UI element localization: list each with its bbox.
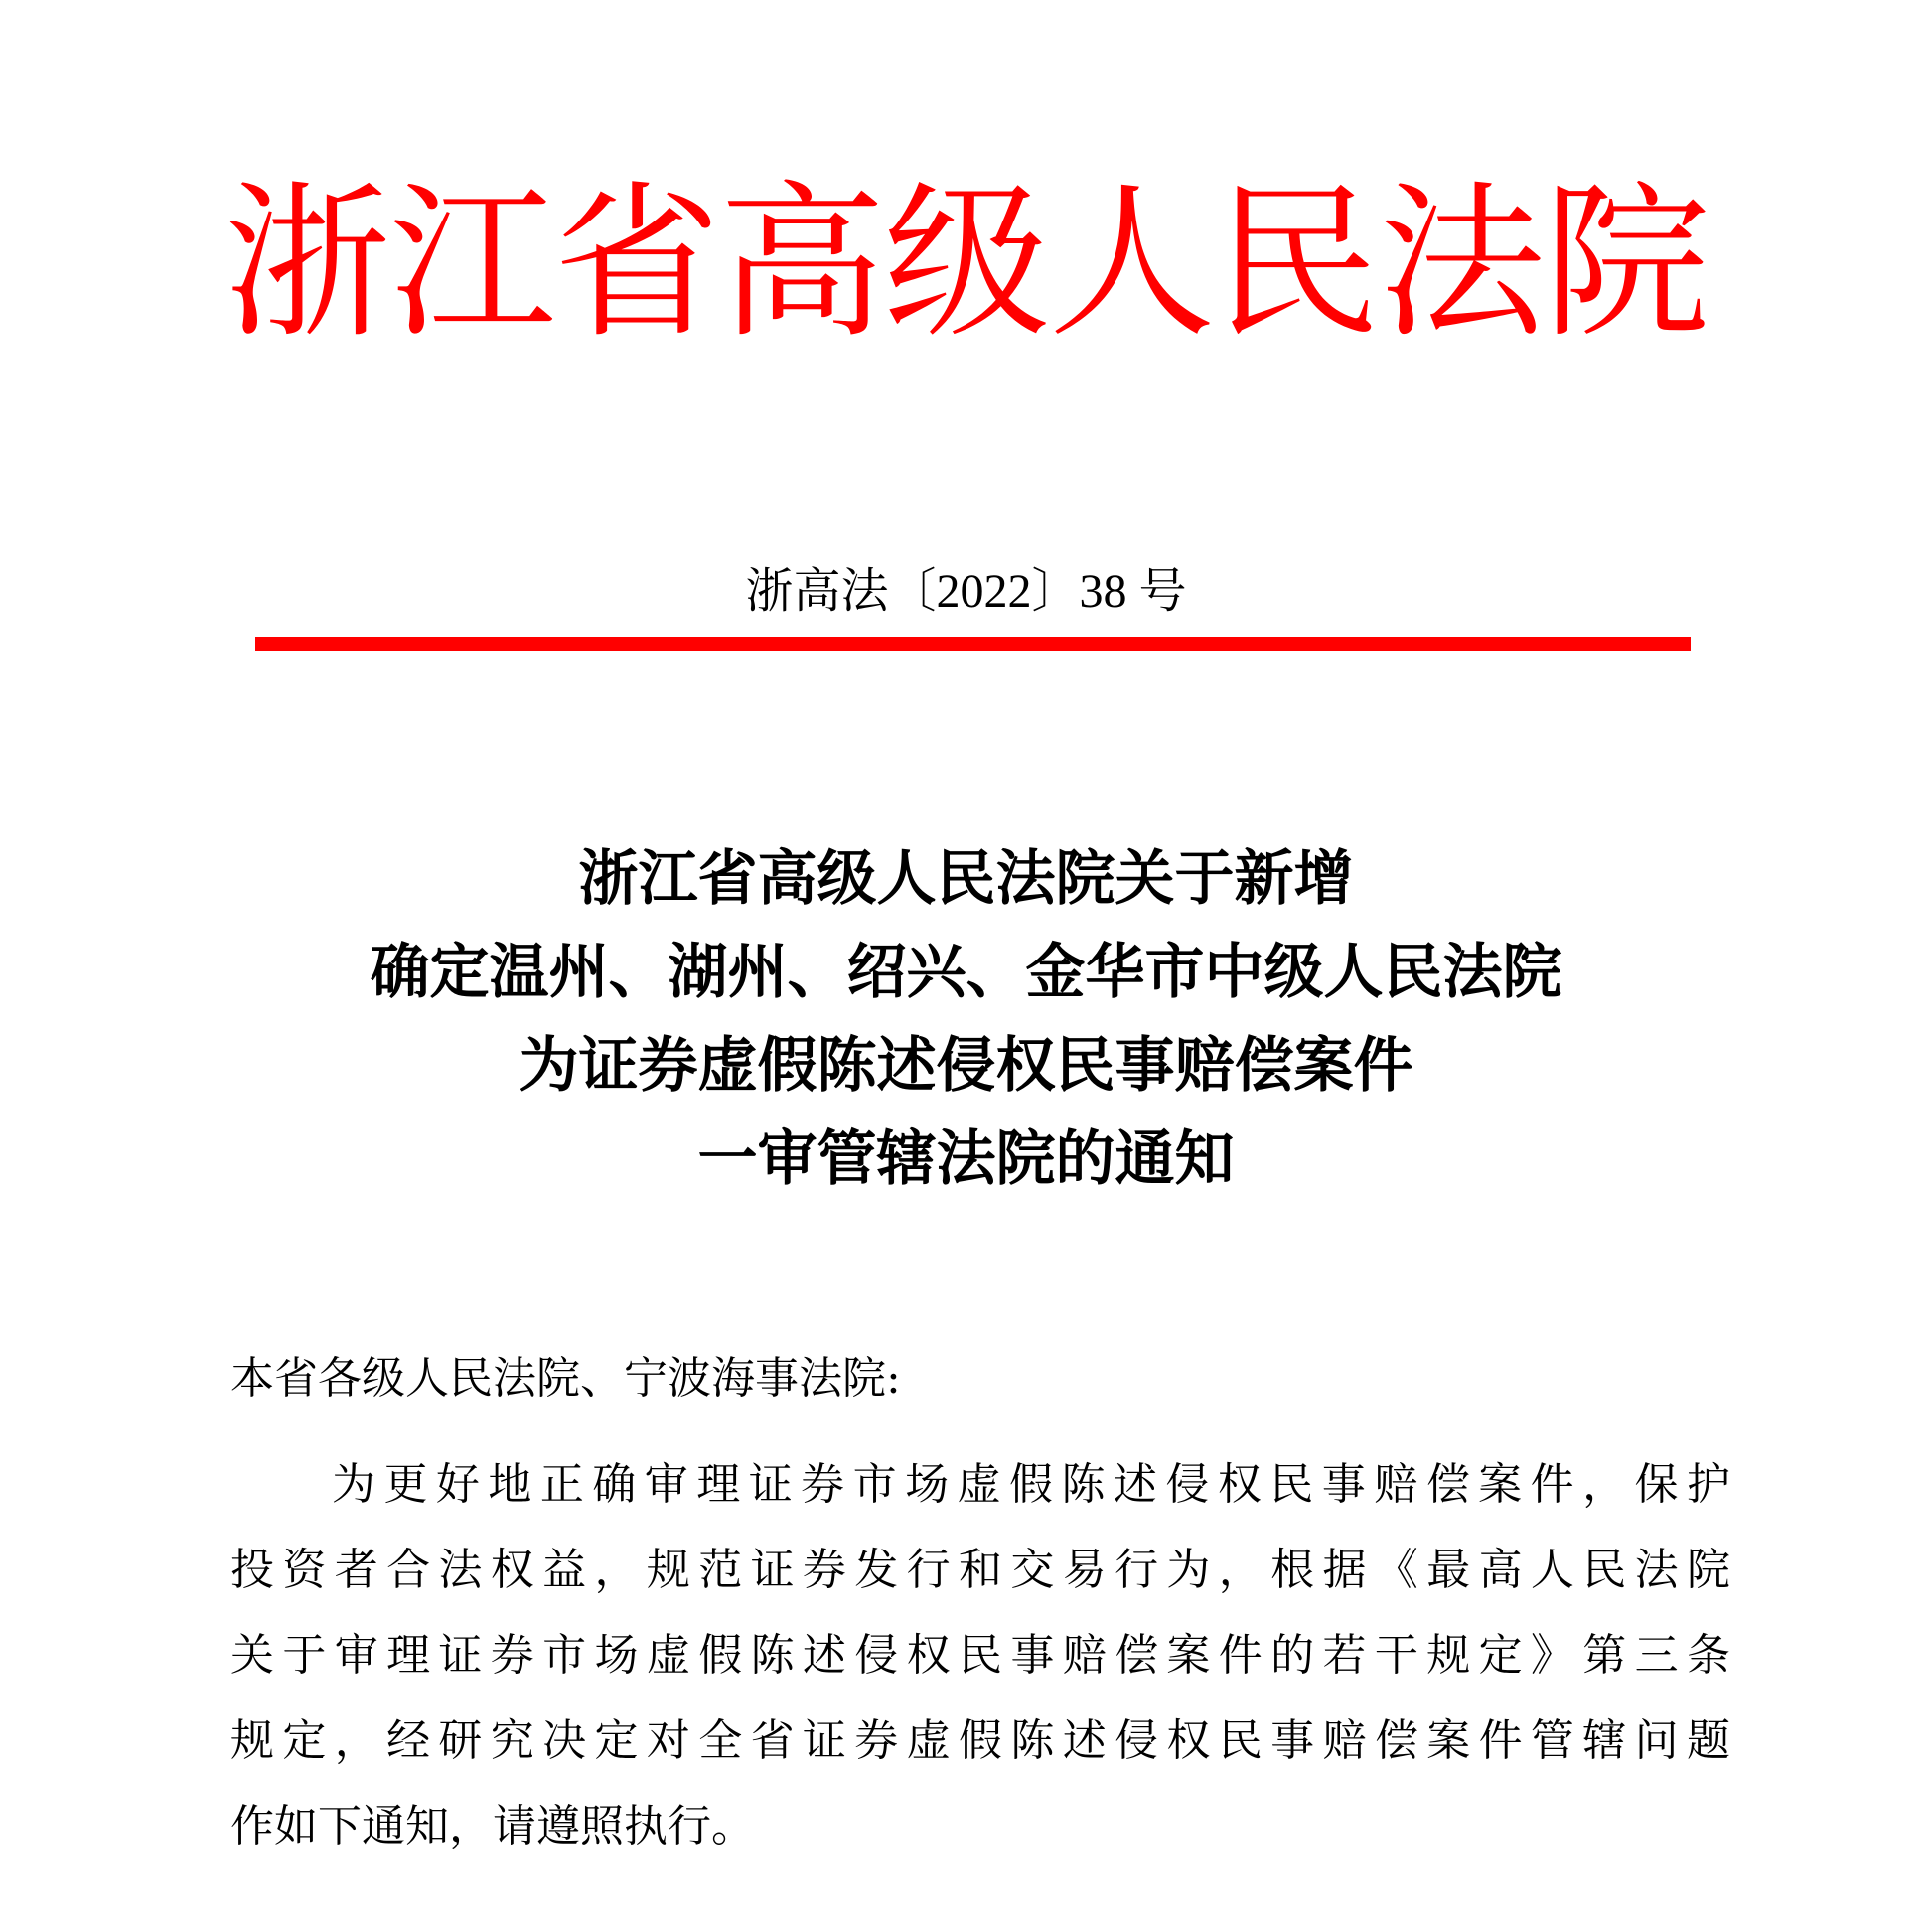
body-paragraph [230, 1442, 1730, 1869]
red-separator-rule [255, 637, 1691, 651]
paragraph-line: 规定，经研究决定对全省证券虚假陈述侵权民事赔偿案件管辖问题 [230, 1715, 1730, 1766]
paragraph-line: 关于审理证券市场虚假陈述侵权民事赔偿案件的若干规定》第三条 [230, 1630, 1730, 1681]
title-line: 为证券虚假陈述侵权民事赔偿案件 [519, 1031, 1413, 1101]
salutation: 本省各级人民法院、宁波海事法院: [230, 1353, 901, 1403]
agency-masthead: 浙江省高级人民法院 [223, 166, 1709, 361]
paragraph-line: 为更好地正确审理证券市场虚假陈述侵权民事赔偿案件，保护 [332, 1459, 1730, 1510]
title-line: 一审管辖法院的通知 [697, 1124, 1235, 1194]
paragraph-line: 作如下通知，请遵照执行。 [230, 1801, 755, 1851]
document-title [0, 832, 1932, 1206]
title-line: 浙江省高级人民法院关于新增 [578, 844, 1354, 914]
paragraph-line: 投资者合法权益，规范证券发行和交易行为，根据《最高人民法院 [230, 1545, 1730, 1595]
document-number: 浙高法〔2022〕38 号 [745, 565, 1187, 618]
title-line: 确定温州、湖州、绍兴、金华市中级人民法院 [370, 938, 1562, 1007]
